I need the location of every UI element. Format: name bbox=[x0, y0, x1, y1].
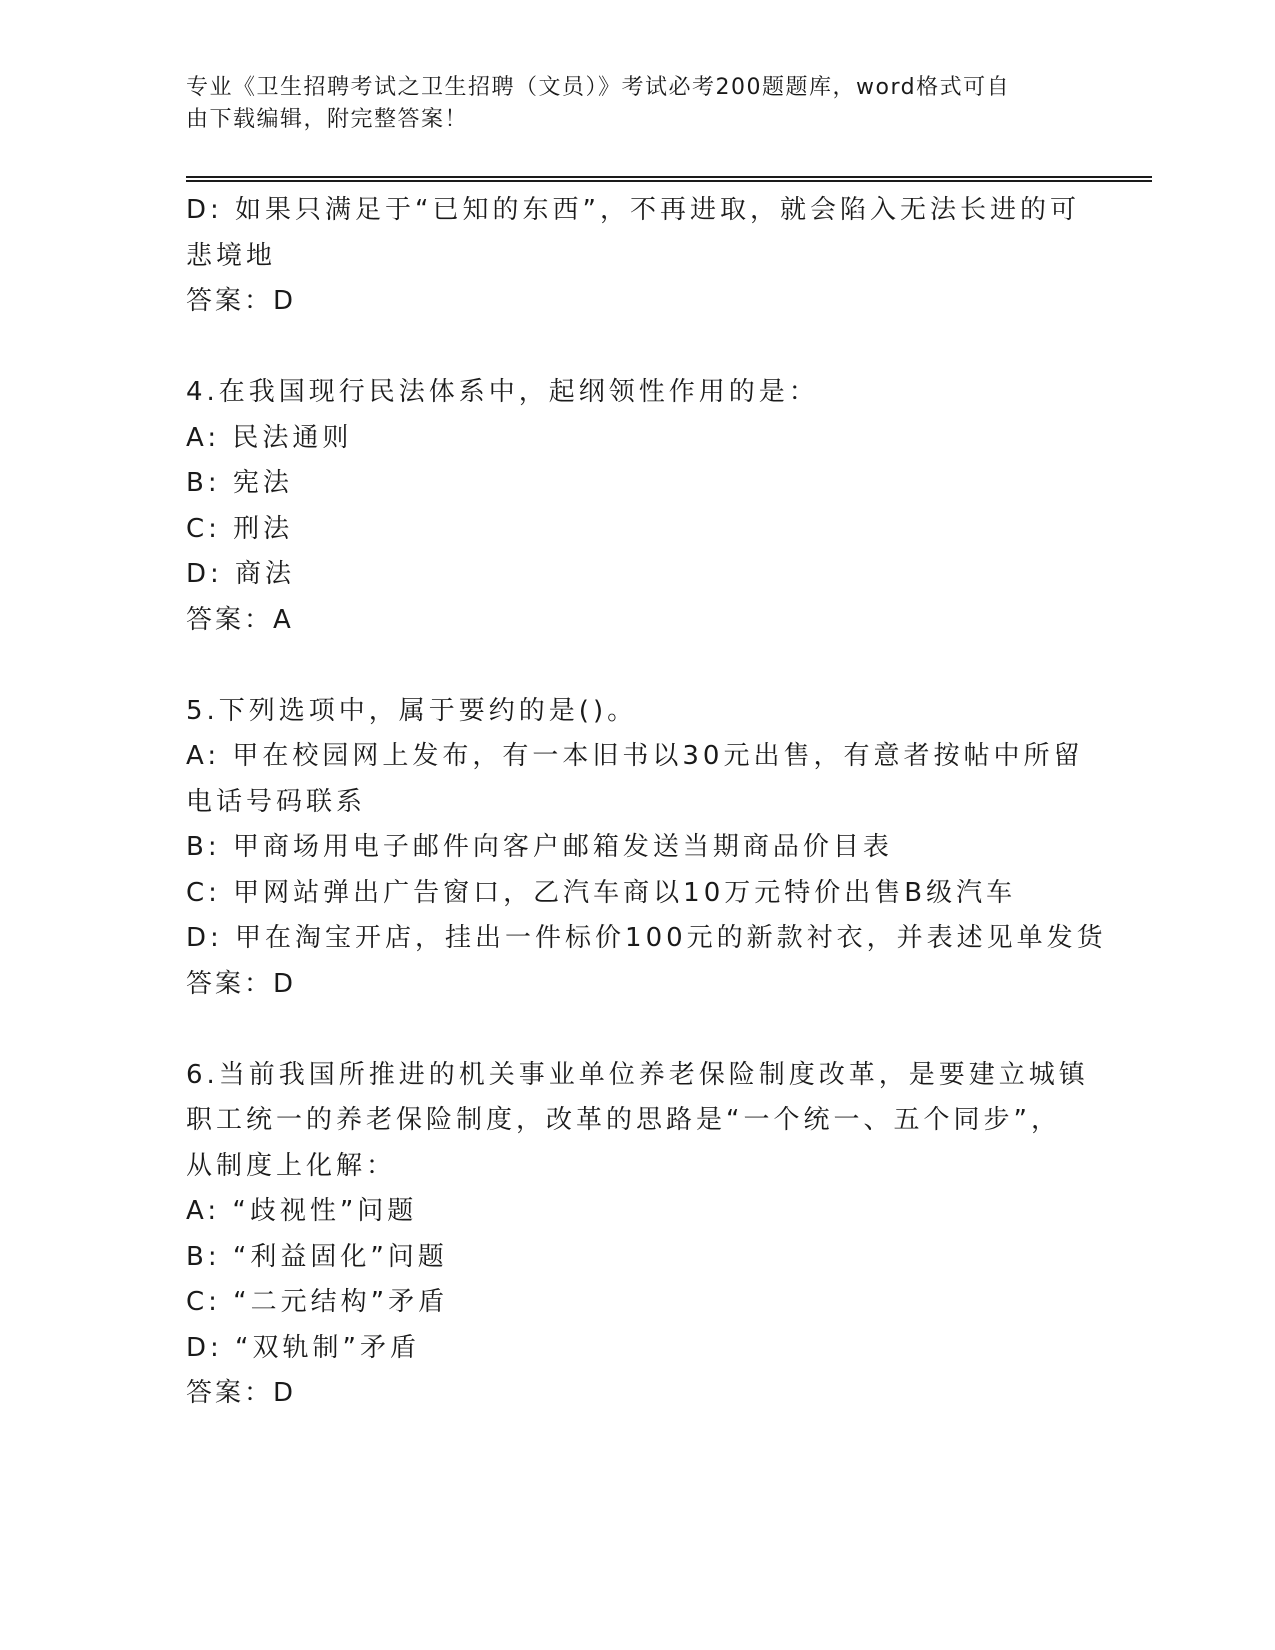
option-d: D: 商法 bbox=[186, 559, 296, 589]
question-stem-continued: 从制度上化解： bbox=[186, 1150, 397, 1181]
option-b: B: “利益固化”问题 bbox=[186, 1241, 448, 1272]
option-d: D: 如果只满足于“已知的东西”，不再进取，就会陷入无法长进的可 bbox=[186, 195, 1080, 225]
spacer bbox=[186, 325, 1086, 371]
option-b: B: 甲商场用电子邮件向客户邮箱发送当期商品价目表 bbox=[186, 832, 893, 862]
spacer bbox=[186, 643, 1086, 689]
option-a: A: 民法通则 bbox=[186, 422, 353, 453]
question-list bbox=[186, 188, 1107, 1417]
option-d-continued: 悲境地 bbox=[186, 240, 277, 271]
header-line: 专业《卫生招聘考试之卫生招聘（文员）》考试必考200题题库，word格式可自 bbox=[186, 75, 1011, 100]
question-stem: 5.下列选项中，属于要约的是()。 bbox=[186, 695, 638, 726]
option-d: D: “双轨制”矛盾 bbox=[186, 1332, 420, 1363]
answer-line: 答案：D bbox=[186, 1378, 297, 1408]
option-c: C: 甲网站弹出广告窗口，乙汽车商以10万元特价出售B级汽车 bbox=[186, 877, 1017, 908]
question-block-6 bbox=[186, 1053, 1089, 1417]
option-a: A: 甲在校园网上发布，有一本旧书以30元出售，有意者按帖中所留 bbox=[186, 741, 1084, 771]
spacer bbox=[186, 1007, 1086, 1053]
question-block-4 bbox=[186, 370, 1086, 643]
header-divider bbox=[186, 176, 1152, 182]
question-stem-continued: 职工统一的养老保险制度，改革的思路是“一个统一、五个同步”， bbox=[186, 1105, 1061, 1135]
option-c: C: 刑法 bbox=[186, 513, 294, 544]
option-a-continued: 电话号码联系 bbox=[186, 786, 367, 817]
header-line: 由下载编辑，附完整答案！ bbox=[186, 107, 469, 132]
option-a: A: “歧视性”问题 bbox=[186, 1196, 418, 1226]
question-stem: 4.在我国现行民法体系中，起纲领性作用的是： bbox=[186, 377, 819, 407]
option-d: D: 甲在淘宝开店，挂出一件标价100元的新款衬衣，并表述见单发货 bbox=[186, 923, 1107, 953]
option-c: C: “二元结构”矛盾 bbox=[186, 1287, 449, 1317]
answer-line: 答案：D bbox=[186, 286, 297, 316]
question-block-previous bbox=[186, 188, 1086, 325]
answer-line: 答案：A bbox=[186, 604, 294, 635]
option-b: B: 宪法 bbox=[186, 468, 293, 498]
question-block-5 bbox=[186, 689, 1107, 1008]
question-stem: 6.当前我国所推进的机关事业单位养老保险制度改革，是要建立城镇 bbox=[186, 1059, 1089, 1090]
answer-line: 答案：D bbox=[186, 968, 297, 999]
document-header bbox=[186, 72, 1066, 136]
